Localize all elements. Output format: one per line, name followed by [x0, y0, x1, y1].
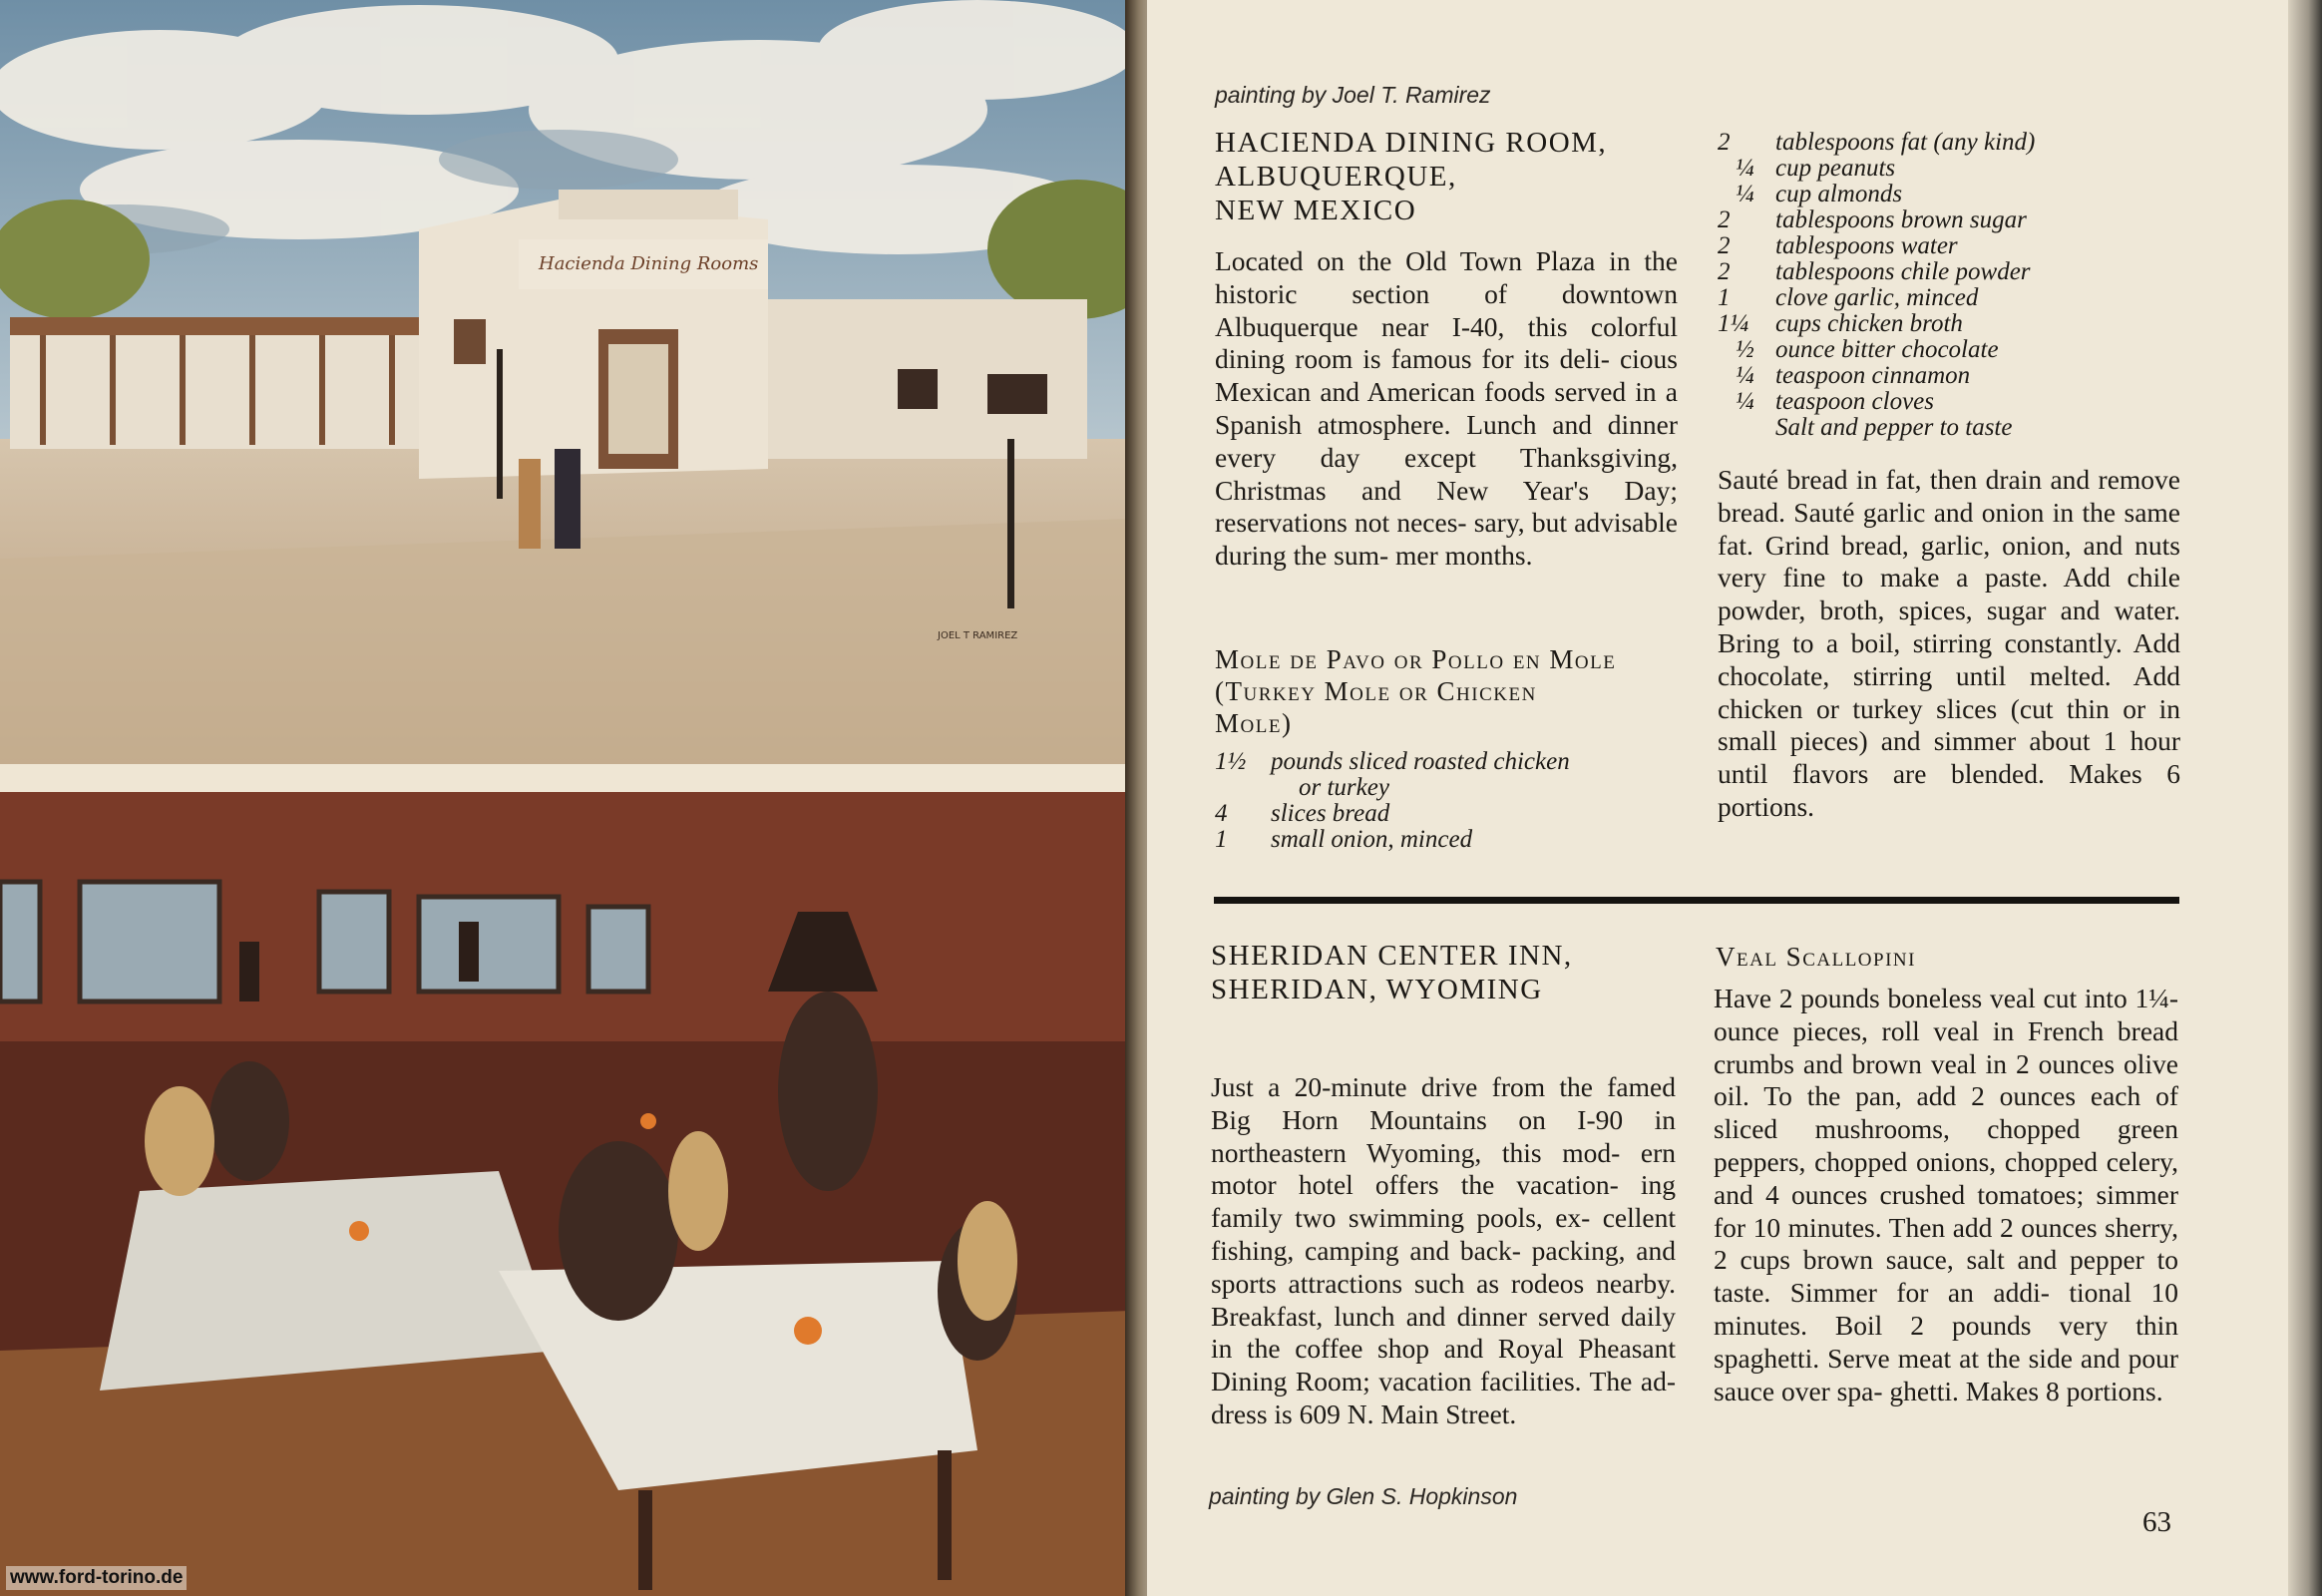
title-line: SHERIDAN CENTER INN,	[1211, 940, 1573, 972]
ingredient-row	[1718, 233, 2176, 259]
bottom-painting-credit: painting by Glen S. Hopkinson	[1209, 1483, 1518, 1509]
ingredient-item: pounds sliced roasted chicken	[1271, 748, 1570, 775]
watermark: www.ford-torino.de	[6, 1566, 187, 1590]
ingredient-row	[1718, 285, 2176, 311]
ingredient-item: teaspoon cloves	[1775, 388, 1934, 415]
painting-signature: JOEL T RAMIREZ	[938, 630, 1018, 641]
recipe-title-line: Mole de Pavo or Pollo en Mole	[1215, 644, 1617, 674]
ingredient-row	[1718, 207, 2176, 233]
ingredient-item: slices bread	[1271, 800, 1390, 827]
veal-recipe-title: Veal Scallopini	[1716, 942, 1916, 972]
hacienda-painting	[0, 0, 1131, 764]
ingredient-qty: 2	[1718, 258, 1731, 285]
ingredient-qty: ¼	[1736, 362, 1754, 389]
title-line: ALBUQUERQUE,	[1215, 161, 1457, 193]
ingredient-row	[1718, 311, 2176, 337]
ingredient-row	[1718, 389, 2176, 415]
sheridan-title	[1211, 939, 1690, 1006]
mole-ingredients-part1	[1215, 749, 1674, 853]
ingredient-item: ounce bitter chocolate	[1775, 336, 1999, 363]
ingredient-qty: ½	[1736, 336, 1754, 363]
recipe-title-line: (Turkey Mole or Chicken	[1215, 676, 1537, 706]
ingredient-qty: ¼	[1736, 155, 1754, 182]
ingredient-qty	[1215, 775, 1299, 801]
ingredient-item: small onion, minced	[1271, 826, 1473, 853]
ingredient-row	[1215, 775, 1674, 801]
ingredient-item: tablespoons brown sugar	[1775, 206, 2027, 233]
ingredient-row	[1718, 337, 2176, 363]
ingredient-qty: 1½	[1215, 748, 1247, 775]
ingredient-qty: 2	[1718, 232, 1731, 259]
ingredient-qty: ¼	[1736, 181, 1754, 207]
ingredient-qty: 1	[1215, 826, 1228, 853]
ingredient-qty: 4	[1215, 800, 1228, 827]
ingredient-item: teaspoon cinnamon	[1775, 362, 1971, 389]
ingredient-qty: 2	[1718, 129, 1731, 156]
ingredient-qty: 2	[1718, 206, 1731, 233]
ingredient-row	[1718, 182, 2176, 207]
ingredient-item: tablespoons chile powder	[1775, 258, 2031, 285]
title-line: SHERIDAN, WYOMING	[1211, 974, 1543, 1005]
ingredient-item: cup almonds	[1775, 181, 1903, 207]
hacienda-title	[1215, 126, 1694, 227]
mole-directions: Sauté bread in fat, then drain and remove bread. Sauté garlic and onion in the same fat. Grind bread, garlic, onion, and nuts very fine to make a paste. Add chile powder, broth, spices, sugar and water. Bring to a boil, stirring constantly. Add chocolate, stirring until melted. Add chicken or turkey slices (cut thin or in small pieces) and simmer about 1 hour until flavors are blended. Makes 6 portions.	[1718, 464, 2180, 822]
ingredient-item: Salt and pepper to taste	[1775, 414, 2013, 441]
mole-recipe-title	[1215, 643, 1684, 739]
title-line: HACIENDA DINING ROOM,	[1215, 127, 1608, 159]
mole-ingredients-part2	[1718, 130, 2176, 441]
ingredient-row	[1718, 415, 2176, 441]
section-divider	[1214, 897, 2179, 904]
ingredient-item: cups chicken broth	[1775, 310, 1963, 337]
ingredient-qty	[1718, 415, 1775, 441]
ingredient-item: cup peanuts	[1775, 155, 1896, 182]
ingredient-row	[1718, 130, 2176, 156]
ingredient-item: tablespoons water	[1775, 232, 1958, 259]
ingredient-item: clove garlic, minced	[1775, 284, 1979, 311]
ingredient-row	[1215, 749, 1674, 775]
ingredient-row	[1718, 259, 2176, 285]
ingredient-item: tablespoons fat (any kind)	[1775, 129, 2036, 156]
dining-room-painting	[0, 792, 1131, 1596]
ingredient-row	[1718, 363, 2176, 389]
hacienda-sign: Hacienda Dining Rooms	[539, 253, 759, 274]
sheridan-description: Just a 20-minute drive from the famed Big Horn Mountains on I-90 in northeastern Wyoming, this mod- ern motor hotel offers the vacation- ing family two swimming pools, ex- cellent fishing, camping and back- packing, and sports attractions such as rodeos nearby. Breakfast, lunch and dinner served daily in the coffee shop and Royal Pheasant Dining Room; vacation facilities. The ad- dress is 609 N. Main Street.	[1211, 1071, 1676, 1429]
ingredient-row	[1215, 801, 1674, 827]
title-line: NEW MEXICO	[1215, 195, 1417, 226]
top-painting-credit: painting by Joel T. Ramirez	[1215, 82, 1491, 108]
left-page	[0, 0, 1139, 1596]
ingredient-row	[1718, 156, 2176, 182]
ingredient-item: or turkey	[1299, 774, 1389, 801]
recipe-title-line: Mole)	[1215, 708, 1293, 738]
ingredient-row	[1215, 827, 1674, 853]
veal-directions: Have 2 pounds boneless veal cut into 1¼-ounce pieces, roll veal in French bread crumbs and brown veal in 2 ounces olive oil. To the pan, add 2 ounces each of sliced mushrooms, chopped green peppers, chopped onions, chopped celery, and 4 ounces crushed tomatoes; simmer for 10 minutes. Then add 2 ounces sherry, 2 cups brown sauce, salt and pepper to taste. Simmer for an addi- tional 10 minutes. Boil 2 pounds very thin spaghetti. Serve meat at the side and pour sauce over spa- ghetti. Makes 8 portions.	[1714, 983, 2178, 1406]
ingredient-qty: 1	[1718, 284, 1731, 311]
ingredient-qty: 1¼	[1718, 310, 1749, 337]
page-edge	[2288, 0, 2322, 1596]
page-number: 63	[2142, 1506, 2171, 1538]
hacienda-description: Located on the Old Town Plaza in the historic section of downtown Albuquerque near I-40, this colorful dining room is famous for its deli- cious Mexican and American foods served in a Spanish atmosphere. Lunch and dinner every day except Thanksgiving, Christmas and New Year's Day; reservations not neces- sary, but advisable during the sum- mer months.	[1215, 245, 1678, 572]
ingredient-qty: ¼	[1736, 388, 1754, 415]
